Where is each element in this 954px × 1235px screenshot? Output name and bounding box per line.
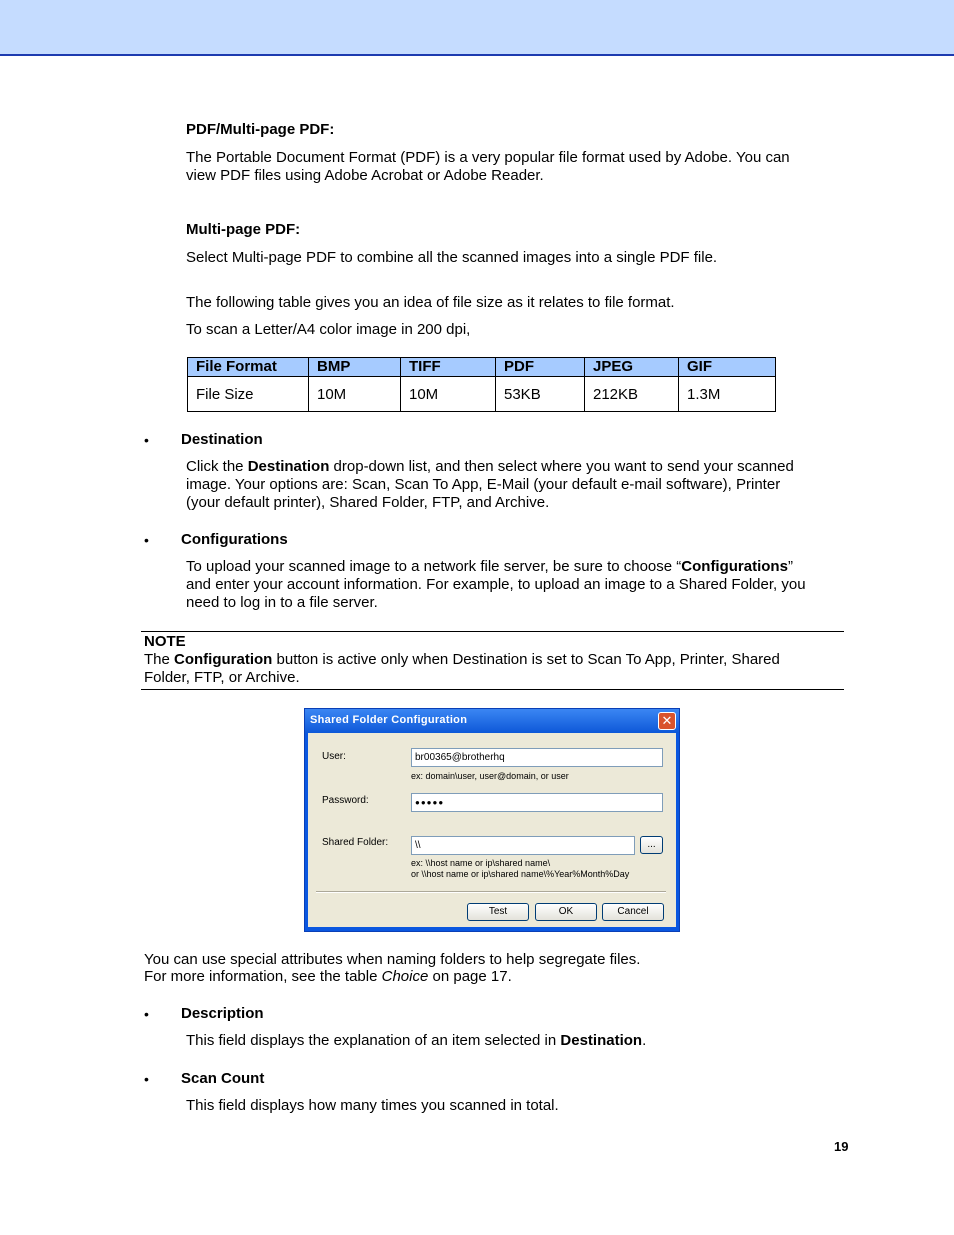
dialog-separator [316, 891, 666, 893]
table-header-cell: File Format [188, 358, 309, 377]
note-line: The Configuration button is active only when Destination is set to Scan To App, Printer, Shared [144, 651, 780, 668]
table-header-cell: BMP [309, 358, 401, 377]
dialog-body [308, 733, 676, 927]
destination-line: Click the Destination drop-down list, and then select where you want to send your scanned [186, 458, 794, 475]
destination-line: image. Your options are: Scan, Scan To App, E-Mail (your default e-mail software), Printer [186, 476, 781, 493]
table-header-cell: JPEG [585, 358, 679, 377]
pdf-heading: PDF/Multi-page PDF: [186, 121, 335, 138]
special-line: You can use special attributes when naming folders to help segregate files. [144, 951, 641, 968]
folder-hint: ex: \\host name or ip\shared name\ [411, 858, 551, 868]
password-label: Password: [322, 795, 369, 806]
description-heading: Description [181, 1005, 264, 1022]
pdf-paragraph-line: view PDF files using Adobe Acrobat or Adobe Reader. [186, 167, 544, 184]
multipage-heading: Multi-page PDF: [186, 221, 301, 238]
note-title: NOTE [144, 633, 186, 650]
scan-count-heading: Scan Count [181, 1070, 265, 1087]
note-top-rule [141, 631, 844, 632]
password-input[interactable]: ●●●●● [411, 793, 663, 812]
pdf-paragraph-line: The Portable Document Format (PDF) is a very popular file format used by Adobe. You can [186, 149, 790, 166]
user-label: User: [322, 751, 346, 762]
configurations-line: and enter your account information. For example, to upload an image to a Shared Folder, you [186, 576, 806, 593]
configurations-heading: Configurations [181, 531, 288, 548]
table-cell: 212KB [585, 377, 679, 412]
table-header-cell: PDF [496, 358, 585, 377]
table-intro-line: The following table gives you an idea of file size as it relates to file format. [186, 294, 675, 311]
close-icon[interactable]: ✕ [658, 712, 676, 730]
scan-count-line: This field displays how many times you scanned in total. [186, 1097, 559, 1114]
page-number: 19 [834, 1139, 849, 1154]
dialog-title-bar [305, 709, 679, 733]
multipage-paragraph: Select Multi-page PDF to combine all the scanned images into a single PDF file. [186, 249, 718, 266]
description-line: This field displays the explanation of an item selected in Destination. [186, 1032, 647, 1049]
table-cell: 1.3M [679, 377, 776, 412]
cancel-button[interactable]: Cancel [602, 903, 664, 921]
test-button[interactable]: Test [467, 903, 529, 921]
shared-folder-input[interactable]: \\ [411, 836, 635, 855]
note-bottom-rule [141, 689, 844, 690]
page-header-band [0, 0, 954, 56]
table-cell: 53KB [496, 377, 585, 412]
shared-folder-label: Shared Folder: [322, 837, 389, 848]
shared-folder-dialog [304, 708, 680, 932]
table-cell: 10M [309, 377, 401, 412]
table-intro-line: To scan a Letter/A4 color image in 200 dpi, [186, 321, 471, 338]
table-header-cell: TIFF [401, 358, 496, 377]
table-header-cell: GIF [679, 358, 776, 377]
bullet-icon: • [144, 1071, 149, 1087]
file-size-table [187, 357, 776, 412]
table-header-row [188, 358, 776, 377]
destination-line: (your default printer), Shared Folder, FTP, and Archive. [186, 494, 550, 511]
browse-button[interactable]: ... [640, 836, 663, 854]
special-line: For more information, see the table Choice on page 17. [144, 968, 512, 985]
table-cell: 10M [401, 377, 496, 412]
table-cell: File Size [188, 377, 309, 412]
folder-hint: or \\host name or ip\shared name\%Year%Month%Day [411, 869, 630, 879]
configurations-line: need to log in to a file server. [186, 594, 378, 611]
table-row [188, 377, 776, 412]
dialog-title: Shared Folder Configuration [310, 714, 468, 726]
user-input[interactable]: br00365@brotherhq [411, 748, 663, 767]
user-hint: ex: domain\user, user@domain, or user [411, 771, 569, 781]
note-line: Folder, FTP, or Archive. [144, 669, 300, 686]
bullet-icon: • [144, 1006, 149, 1022]
bullet-icon: • [144, 532, 149, 548]
bullet-icon: • [144, 432, 149, 448]
ok-button[interactable]: OK [535, 903, 597, 921]
configurations-line: To upload your scanned image to a network file server, be sure to choose “Configurations” [186, 558, 793, 575]
destination-heading: Destination [181, 431, 263, 448]
